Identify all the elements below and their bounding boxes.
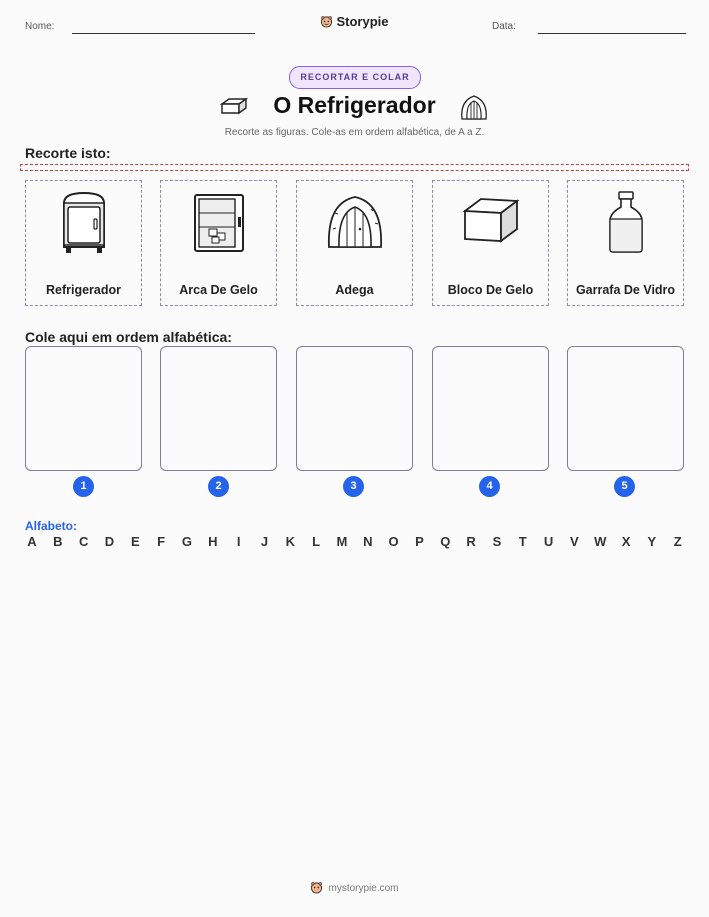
footer-url[interactable]: mystorypie.com bbox=[328, 883, 399, 894]
date-line[interactable] bbox=[538, 33, 686, 34]
slot-number: 4 bbox=[479, 476, 500, 497]
instructions: Recorte as figuras. Cole-as em ordem alfabética, de A a Z. bbox=[224, 127, 485, 138]
brand-name: Storypie bbox=[336, 14, 389, 29]
storypie-mascot-icon bbox=[310, 881, 323, 894]
cut-card-icebox[interactable] bbox=[160, 180, 277, 306]
alphabet-letter: E bbox=[130, 534, 140, 549]
paste-heading: Cole aqui em ordem alfabética: bbox=[25, 329, 232, 345]
activity-badge: RECORTAR E COLAR bbox=[289, 66, 421, 89]
paste-slot-2[interactable] bbox=[160, 346, 277, 471]
alphabet-letter: N bbox=[363, 534, 373, 549]
name-label: Nome: bbox=[25, 21, 55, 32]
alphabet-letter: V bbox=[570, 534, 579, 549]
paste-slot-4[interactable] bbox=[432, 346, 549, 471]
alphabet-letter: C bbox=[78, 534, 89, 549]
cut-card-glass-bottle[interactable] bbox=[567, 180, 684, 306]
slot-number: 5 bbox=[614, 476, 635, 497]
slot-number: 3 bbox=[343, 476, 364, 497]
card-label: Bloco De Gelo bbox=[447, 283, 534, 297]
alphabet-letter: T bbox=[518, 534, 527, 549]
alphabet-letter: W bbox=[594, 534, 607, 549]
alphabet-heading: Alfabeto: bbox=[25, 519, 77, 533]
alphabet-letter: M bbox=[336, 534, 348, 549]
cut-card-ice-block[interactable] bbox=[432, 180, 549, 306]
card-label: Garrafa De Vidro bbox=[575, 283, 676, 297]
paste-slot-3[interactable] bbox=[296, 346, 413, 471]
refrigerator-icon bbox=[54, 189, 114, 255]
date-label: Data: bbox=[492, 21, 516, 32]
name-line[interactable] bbox=[72, 33, 255, 34]
glass-bottle-icon bbox=[596, 189, 656, 255]
alphabet-letter: K bbox=[285, 534, 295, 549]
ice-block-icon bbox=[461, 189, 521, 255]
slot-number: 1 bbox=[73, 476, 94, 497]
alphabet-letter: X bbox=[621, 534, 631, 549]
alphabet-letter: B bbox=[53, 534, 63, 549]
alphabet-letter: A bbox=[27, 534, 37, 549]
brand-logo bbox=[0, 14, 709, 29]
cellar-icon bbox=[325, 189, 385, 255]
alphabet-letter: Y bbox=[647, 534, 657, 549]
alphabet-letter: J bbox=[260, 534, 269, 549]
alphabet-letter: O bbox=[388, 534, 399, 549]
paste-slot-5[interactable] bbox=[567, 346, 684, 471]
slot-number: 2 bbox=[208, 476, 229, 497]
alphabet-letter: F bbox=[157, 534, 166, 549]
alphabet-letter: P bbox=[415, 534, 424, 549]
cut-line bbox=[20, 164, 689, 171]
paste-slot-1[interactable] bbox=[25, 346, 142, 471]
icebox-icon bbox=[189, 189, 249, 255]
cut-heading: Recorte isto: bbox=[25, 145, 111, 161]
cut-card-refrigerator[interactable] bbox=[25, 180, 142, 306]
alphabet-letter: U bbox=[543, 534, 554, 549]
card-label: Arca De Gelo bbox=[179, 283, 258, 297]
card-label: Refrigerador bbox=[45, 283, 122, 297]
alphabet-letter: S bbox=[492, 534, 502, 549]
card-label: Adega bbox=[335, 283, 374, 297]
footer bbox=[0, 881, 709, 894]
alphabet-letter: Q bbox=[440, 534, 451, 549]
alphabet-letter: D bbox=[104, 534, 115, 549]
cellar-door-icon bbox=[459, 93, 489, 121]
alphabet-letter: I bbox=[236, 534, 241, 549]
page-title: O Refrigerador bbox=[273, 92, 436, 118]
alphabet-row bbox=[25, 534, 685, 549]
alphabet-letter: G bbox=[181, 534, 193, 549]
alphabet-letter: H bbox=[208, 534, 218, 549]
storypie-mascot-icon bbox=[320, 15, 333, 28]
alphabet-letter: Z bbox=[673, 534, 682, 549]
alphabet-letter: R bbox=[466, 534, 476, 549]
cut-card-cellar[interactable] bbox=[296, 180, 413, 306]
alphabet-letter: L bbox=[312, 534, 321, 549]
